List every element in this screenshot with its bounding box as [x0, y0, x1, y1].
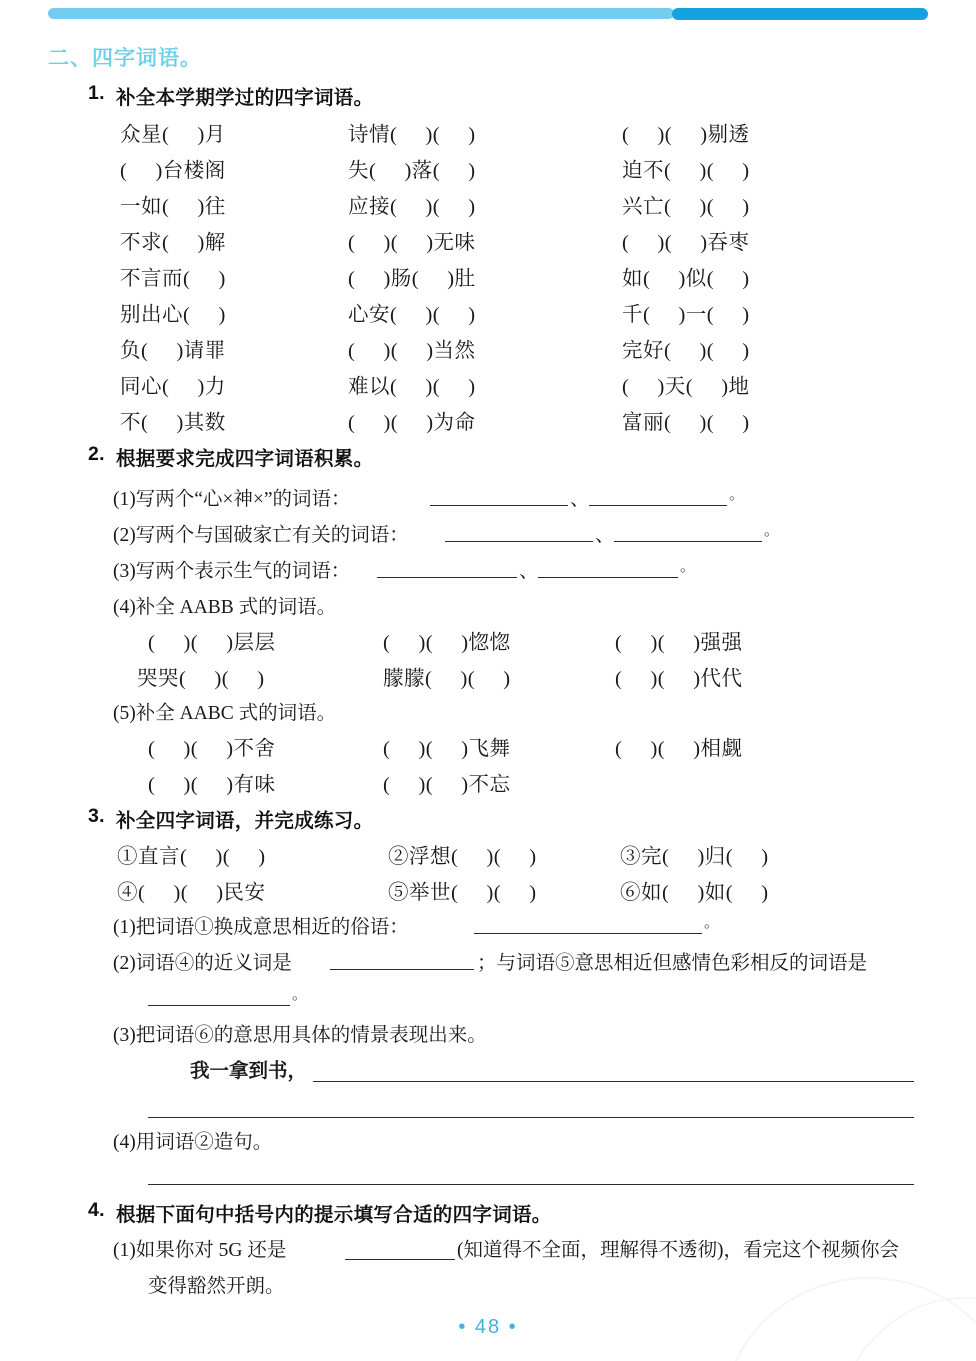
- q3-number: 3.: [88, 805, 105, 827]
- q1-cell: 负( )请罪: [120, 340, 226, 362]
- q3-item1-blank[interactable]: [474, 933, 702, 934]
- q2-item2-prefix: (2)写两个与国破家亡有关的词语：: [113, 525, 409, 546]
- q2-aabb-cell: 朦朦( )( ): [383, 668, 511, 690]
- q2-item5-title: (5)补全 AABC 式的词语。: [113, 703, 337, 724]
- q1-cell: 千( )一( ): [622, 304, 750, 326]
- q2-aabb-cell: ( )( )代代: [615, 668, 743, 690]
- q1-cell: ( )台楼阁: [120, 160, 226, 182]
- q3-item3-write-line-2[interactable]: [148, 1117, 914, 1118]
- q1-cell: 难以( )( ): [348, 376, 476, 398]
- q2-item1-period: 。: [729, 487, 745, 503]
- q2-item2-period: 。: [764, 523, 780, 539]
- q3-item2-period: 。: [292, 987, 308, 1003]
- q2-aabc-cell: ( )( )不忘: [383, 774, 511, 796]
- q2-aabb-cell: ( )( )层层: [148, 632, 276, 654]
- q2-item4-title: (4)补全 AABB 式的词语。: [113, 597, 337, 618]
- q1-cell: ( )( )为命: [348, 412, 476, 434]
- q3-item3-lead: 我一拿到书，: [190, 1061, 308, 1082]
- q2-aabb-cell: ( )( )强强: [615, 632, 743, 654]
- q2-item1-blank-1[interactable]: [430, 505, 568, 506]
- q2-item1-separator: 、: [570, 489, 590, 510]
- q2-item3-separator: 、: [519, 561, 539, 582]
- q1-cell: 失( )落( ): [348, 160, 476, 182]
- q2-title: 根据要求完成四字词语积累。: [116, 448, 374, 470]
- q2-item2-blank-2[interactable]: [614, 541, 762, 542]
- q3-word-cell: ③完( )归( ): [620, 846, 769, 868]
- q1-cell: 同心( )力: [120, 376, 226, 398]
- q3-item2-mid: ；与词语⑤意思相近但感情色彩相反的词语是: [477, 953, 868, 974]
- q3-item4-title: (4)用词语②造句。: [113, 1132, 273, 1153]
- q3-item2-blank-1[interactable]: [330, 969, 474, 970]
- q1-cell: ( )( )当然: [348, 340, 476, 362]
- q1-cell: 不( )其数: [120, 412, 226, 434]
- q3-title: 补全四字词语，并完成练习。: [116, 810, 374, 832]
- q2-item3-period: 。: [680, 559, 696, 575]
- q2-item1-blank-2[interactable]: [589, 505, 727, 506]
- q4-item1-line2: 变得豁然开朗。: [148, 1276, 285, 1297]
- q1-cell: 不求( )解: [120, 232, 226, 254]
- q2-item1-prefix: (1)写两个“心×神×”的词语：: [113, 489, 351, 510]
- q4-item1-blank[interactable]: [345, 1259, 455, 1260]
- q2-item3-blank-2[interactable]: [538, 577, 678, 578]
- q3-item3-write-line-1[interactable]: [313, 1081, 914, 1082]
- q4-item1-suffix: (知道得不全面，理解得不透彻)，看完这个视频你会: [457, 1240, 899, 1261]
- q3-word-cell: ①直言( )( ): [117, 846, 266, 868]
- q3-word-cell: ④( )( )民安: [117, 882, 266, 904]
- q1-cell: 别出心( ): [120, 304, 226, 326]
- q1-cell: 不言而( ): [120, 268, 226, 290]
- q2-item2-blank-1[interactable]: [445, 541, 593, 542]
- q1-cell: 众星( )月: [120, 124, 226, 146]
- q3-item2-prefix: (2)词语④的近义词是: [113, 953, 292, 974]
- q3-item1-period: 。: [704, 915, 720, 931]
- q3-word-cell: ②浮想( )( ): [388, 846, 537, 868]
- q2-aabc-cell: ( )( )有味: [148, 774, 276, 796]
- page-number: • 48 •: [458, 1316, 518, 1338]
- q3-word-cell: ⑤举世( )( ): [388, 882, 537, 904]
- q1-title: 补全本学期学过的四字词语。: [116, 87, 374, 109]
- q1-number: 1.: [88, 82, 105, 104]
- q1-cell: 迫不( )( ): [622, 160, 750, 182]
- header-bar-light: [48, 8, 674, 19]
- q4-number: 4.: [88, 1199, 105, 1221]
- q2-item2-separator: 、: [595, 525, 615, 546]
- q1-cell: ( )天( )地: [622, 376, 750, 398]
- header-decoration-bars: [0, 8, 976, 22]
- q1-cell: ( )( )剔透: [622, 124, 750, 146]
- q2-aabc-cell: ( )( )不舍: [148, 738, 276, 760]
- q1-cell: 完好( )( ): [622, 340, 750, 362]
- q3-word-cell: ⑥如( )如( ): [620, 882, 769, 904]
- q2-item3-blank-1[interactable]: [377, 577, 517, 578]
- q2-item3-prefix: (3)写两个表示生气的词语：: [113, 561, 351, 582]
- section-heading: 二、四字词语。: [48, 47, 202, 70]
- q2-aabc-cell: ( )( )飞舞: [383, 738, 511, 760]
- q4-title: 根据下面句中括号内的提示填写合适的四字词语。: [116, 1204, 552, 1226]
- q1-cell: 兴亡( )( ): [622, 196, 750, 218]
- q1-cell: 诗情( )( ): [348, 124, 476, 146]
- q1-cell: ( )( )吞枣: [622, 232, 750, 254]
- q1-cell: 应接( )( ): [348, 196, 476, 218]
- q4-item1-prefix: (1)如果你对 5G 还是: [113, 1240, 287, 1261]
- q2-number: 2.: [88, 443, 105, 465]
- q1-cell: ( )肠( )肚: [348, 268, 476, 290]
- header-bar-dark: [672, 8, 928, 20]
- q2-aabb-cell: ( )( )惚惚: [383, 632, 511, 654]
- q2-aabb-cell: 哭哭( )( ): [137, 668, 265, 690]
- q3-item4-write-line[interactable]: [148, 1184, 914, 1185]
- q3-item3-title: (3)把词语⑥的意思用具体的情景表现出来。: [113, 1025, 487, 1046]
- q1-cell: 如( )似( ): [622, 268, 750, 290]
- q2-aabc-cell: ( )( )相觑: [615, 738, 743, 760]
- q1-cell: 心安( )( ): [348, 304, 476, 326]
- q1-cell: 一如( )往: [120, 196, 226, 218]
- q1-cell: ( )( )无味: [348, 232, 476, 254]
- q3-item2-blank-2[interactable]: [148, 1005, 290, 1006]
- q1-cell: 富丽( )( ): [622, 412, 750, 434]
- q3-item1-prefix: (1)把词语①换成意思相近的俗语：: [113, 917, 409, 938]
